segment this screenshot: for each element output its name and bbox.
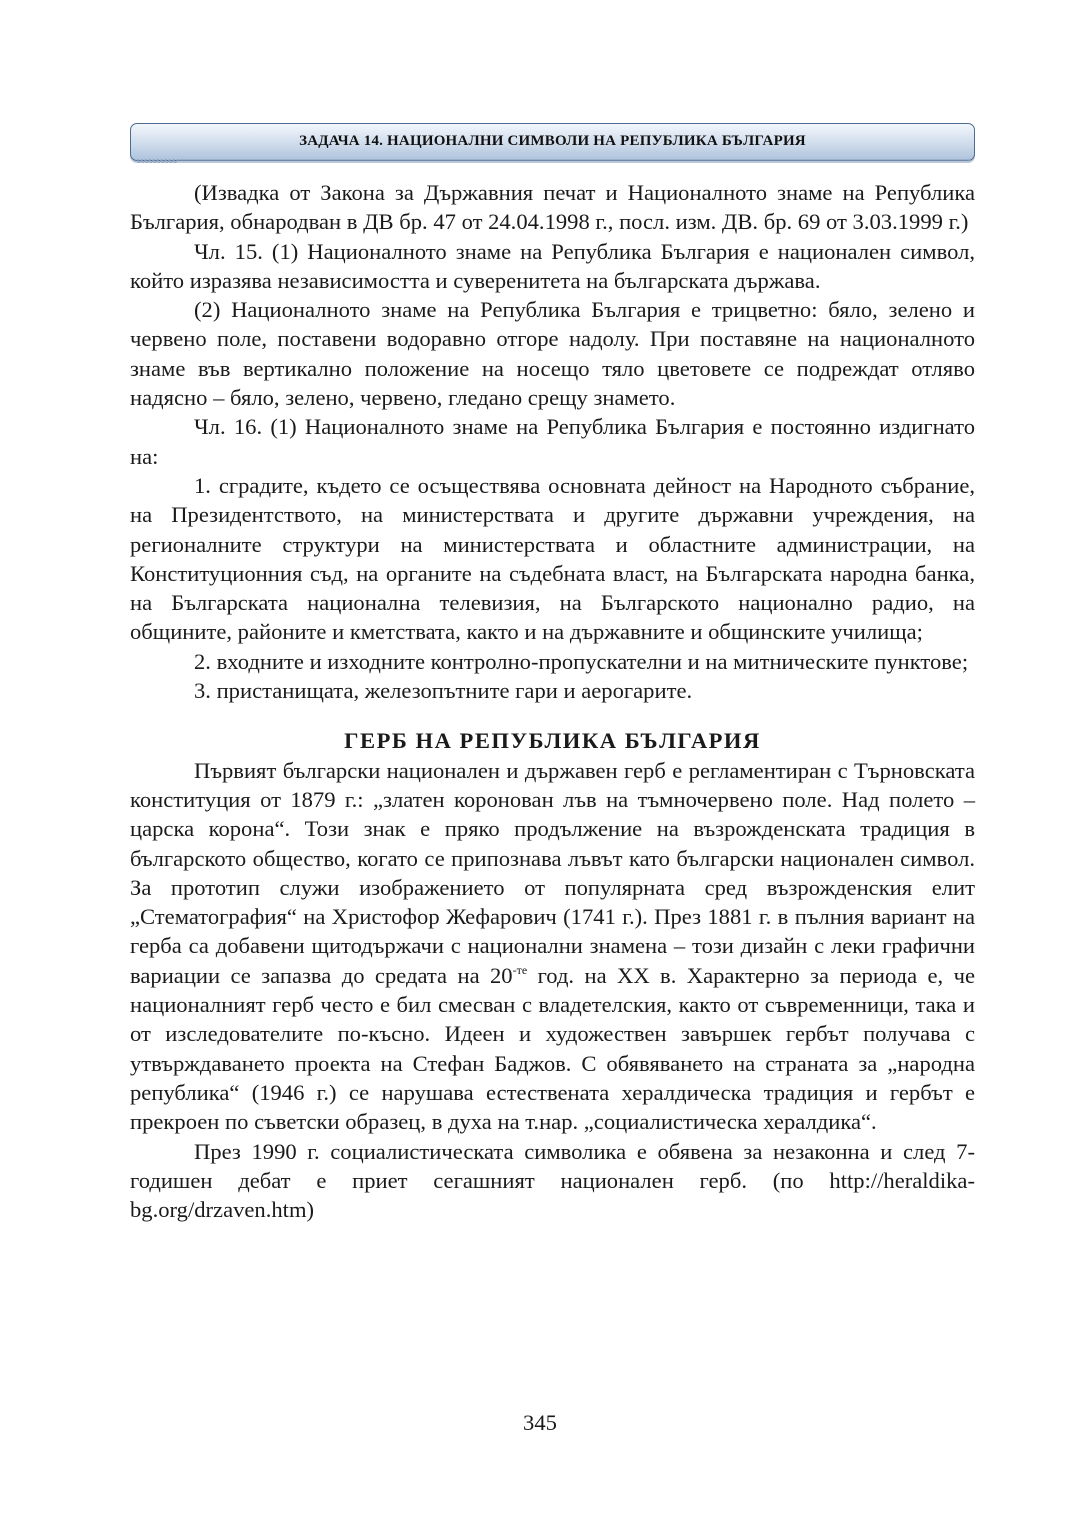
article-15-paragraph-1: Чл. 15. (1) Националното знаме на Република България е национален символ, който изразява независимостта и суверенитета на българската държава. [130, 238, 975, 293]
page-body [130, 178, 975, 1224]
section-header-title: ЗАДАЧА 14. НАЦИОНАЛНИ СИМВОЛИ НА РЕПУБЛИКА БЪЛГАРИЯ [299, 132, 806, 149]
coat-p1-part-a: Първият български национален и държавен герб е регламентиран с Търновската конституция от 1879 г.: „златен коронован лъв на тъмночервено поле. Над полето – царска корона“. Този знак е пряко продължение на възрожденската традиция в българското общество, когато се припознава лъвът като български национален символ. За прототип служи изображението от популярната сред възрожденския елит „Стематография“ на Христофор Жефарович (1741 г.). През 1881 г. в пълния вариант на герба са добавени щитодържачи с национални знамена – този дизайн с леки графични вариации се запазва до средата на 20 [130, 757, 975, 988]
header-scallop-border [137, 159, 970, 165]
article-16-item-1: 1. сградите, където се осъществява основната дейност на Народното събрание, на Президентството, на министерствата и другите държавни учреждения, на регионалните структури на министерствата и областните администрации, на Конституционния съд, на органите на съдебната власт, на Българската народна банка, на Българската национална телевизия, на Българското национално радио, на общините, районите и кметствата, както и на държавните и общинските училища; [130, 472, 975, 645]
coat-of-arms-paragraph-2: През 1990 г. социалистическата символика е обявена за незаконна и след 7-годишен дебат е приет сегашният национален герб. (по http://heraldika-bg.org/drzaven.htm) [130, 1138, 975, 1223]
article-16-item-3: 3. пристанищата, железопътните гари и аерогарите. [194, 678, 693, 704]
ordinal-suffix: -те [512, 962, 528, 977]
coat-p1-part-b: год. на XX в. Характерно за периода е, че националният герб често е бил смесван с владетелския, както от съвременници, така и от изследователите по-късно. Идеен и художествен завършек гербът получава с утвърждаването проекта на Стефан Баджов. С обявяването на страната за „народна република“ (1946 г.) се нарушава естествената хералдическа традиция и гербът е прекроен по съветски образец, в духа на т.нар. „социалистическа хералдика“. [130, 962, 975, 1135]
coat-of-arms-heading: ГЕРБ НА РЕПУБЛИКА БЪЛГАРИЯ [344, 728, 761, 754]
coat-of-arms-paragraph-1 [130, 756, 975, 1137]
law-intro: (Извадка от Закона за Държавния печат и Националното знаме на Република България, обнародван в ДВ бр. 47 от 24.04.1998 г., посл. изм. ДВ. бр. 69 от 3.03.1999 г.) [130, 180, 975, 235]
article-15-paragraph-2: (2) Националното знаме на Република България е трицветно: бяло, зелено и червено поле, поставени водоравно отгоре надолу. При поставяне на националното знаме във вертикално положение на носещо тяло цветовете се подреждат отляво надясно – бяло, зелено, червено, гледано срещу знамето. [130, 297, 975, 411]
article-16-item-2: 2. входните и изходните контролно-пропускателни и на митническите пунктове; [194, 648, 969, 674]
section-header-box [130, 123, 975, 161]
page-number: 345 [523, 1410, 557, 1435]
article-16-paragraph-1: Чл. 16. (1) Националното знаме на Република България е постоянно издигнато на: [130, 414, 975, 469]
